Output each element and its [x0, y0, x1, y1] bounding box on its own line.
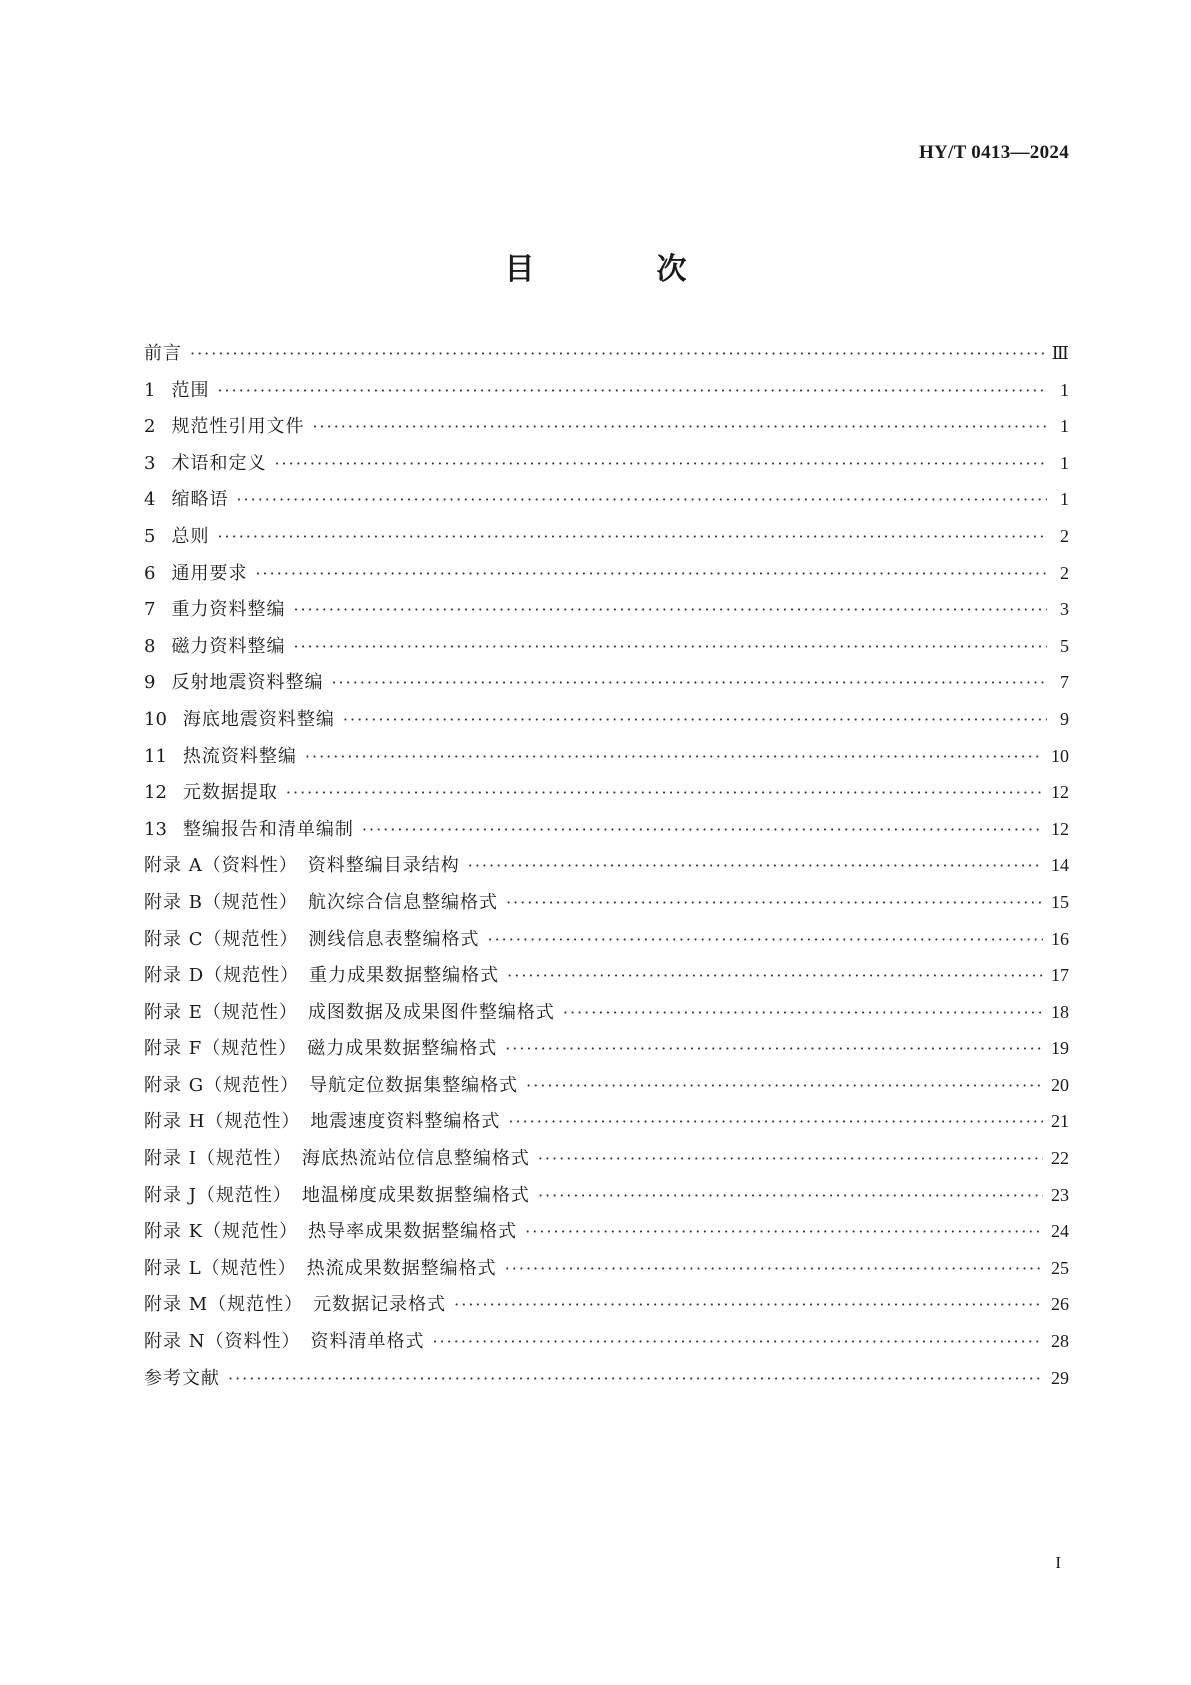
toc-entry[interactable] [144, 339, 1069, 376]
toc-dot-leader [505, 1259, 1043, 1278]
toc-entry-title: 附录 L（规范性） 热流成果数据整编格式 [144, 1257, 497, 1279]
toc-dot-leader [255, 564, 1047, 583]
toc-dot-leader [236, 490, 1047, 509]
toc-entry-number: 10 [144, 708, 167, 730]
toc-dot-leader [217, 527, 1047, 546]
toc-entry-page: 9 [1060, 708, 1069, 729]
toc-entry-page: 10 [1051, 745, 1069, 766]
toc-entry-page: 7 [1060, 672, 1069, 693]
toc-dot-leader [488, 930, 1044, 949]
standard-code: HY/T 0413—2024 [918, 142, 1069, 163]
toc-entry-page: Ⅲ [1051, 343, 1069, 363]
toc-dot-leader [286, 783, 1043, 802]
toc-entry-title: 附录 C（规范性） 测线信息表整编格式 [144, 928, 480, 950]
toc-dot-leader [505, 1039, 1043, 1058]
toc-entry-page: 28 [1051, 1331, 1069, 1352]
toc-entry[interactable] [144, 1327, 1069, 1364]
toc-entry-title: 附录 J（规范性） 地温梯度成果数据整编格式 [144, 1184, 530, 1206]
toc-entry-page: 22 [1051, 1148, 1069, 1169]
toc-entry[interactable] [144, 559, 1069, 596]
toc-entry-number: 6 [144, 562, 156, 584]
toc-dot-leader [343, 710, 1047, 729]
toc-dot-leader [293, 637, 1047, 656]
toc-entry[interactable] [144, 668, 1069, 705]
toc-entry-page: 1 [1060, 489, 1069, 510]
toc-entry[interactable] [144, 961, 1069, 998]
toc-entry-page: 16 [1051, 928, 1069, 949]
toc-entry-title: 附录 H（规范性） 地震速度资料整编格式 [144, 1111, 501, 1133]
toc-entry-title: 附录 A（资料性） 资料整编目录结构 [144, 855, 460, 877]
toc-entry-page: 17 [1051, 965, 1069, 986]
toc-entry[interactable] [144, 412, 1069, 449]
toc-entry[interactable] [144, 998, 1069, 1035]
toc-entry[interactable] [144, 1217, 1069, 1254]
toc-entry-page: 12 [1051, 782, 1069, 803]
toc-entry[interactable] [144, 1034, 1069, 1071]
toc-entry[interactable] [144, 778, 1069, 815]
toc-entry-number: 4 [144, 489, 156, 511]
toc-entry-title: 附录 I（规范性） 海底热流站位信息整编格式 [144, 1148, 530, 1170]
toc-entry[interactable] [144, 449, 1069, 486]
toc-entry[interactable] [144, 522, 1069, 559]
toc-entry-page: 29 [1051, 1367, 1069, 1388]
toc-entry-title: 前言 [144, 343, 182, 364]
toc-entry-page: 12 [1051, 818, 1069, 839]
table-of-contents [144, 339, 1069, 1400]
toc-entry-page: 5 [1060, 635, 1069, 656]
toc-entry-title: 附录 D（规范性） 重力成果数据整编格式 [144, 965, 500, 987]
toc-entry-title: 范围 [171, 379, 210, 401]
toc-dot-leader [293, 600, 1047, 619]
toc-entry-title: 缩略语 [171, 489, 229, 511]
toc-entry[interactable] [144, 705, 1069, 742]
toc-entry[interactable] [144, 632, 1069, 669]
toc-entry-number: 2 [144, 416, 156, 438]
toc-dot-leader [538, 1149, 1043, 1168]
toc-entry-page: 19 [1051, 1038, 1069, 1059]
toc-entry-title: 术语和定义 [171, 452, 267, 474]
toc-entry-page: 1 [1060, 416, 1069, 437]
toc-entry[interactable] [144, 595, 1069, 632]
toc-entry-number: 12 [144, 782, 167, 804]
toc-dot-leader [217, 381, 1047, 400]
toc-entry-number: 13 [144, 818, 167, 840]
toc-entry-title: 磁力资料整编 [171, 635, 286, 657]
toc-entry[interactable] [144, 1144, 1069, 1181]
toc-entry[interactable] [144, 1181, 1069, 1218]
toc-entry-number: 7 [144, 599, 156, 621]
toc-dot-leader [525, 1222, 1043, 1241]
toc-dot-leader [563, 1003, 1043, 1022]
toc-entry-title: 热流资料整编 [182, 745, 297, 767]
toc-entry-number: 9 [144, 672, 156, 694]
toc-entry-number: 5 [144, 525, 156, 547]
toc-entry-page: 24 [1051, 1221, 1069, 1242]
toc-entry-title: 附录 K（规范性） 热导率成果数据整编格式 [144, 1221, 518, 1243]
toc-entry-page: 25 [1051, 1257, 1069, 1278]
toc-entry[interactable] [144, 1290, 1069, 1327]
toc-entry-title: 海底地震资料整编 [182, 708, 335, 730]
toc-entry-number: 11 [144, 745, 167, 767]
toc-entry[interactable] [144, 376, 1069, 413]
toc-entry-title: 附录 F（规范性） 磁力成果数据整编格式 [144, 1038, 498, 1060]
page-title: 目 次 [504, 252, 733, 287]
toc-entry-page: 23 [1051, 1184, 1069, 1205]
toc-entry-page: 14 [1051, 855, 1069, 876]
toc-dot-leader [274, 454, 1047, 473]
toc-dot-leader [362, 820, 1043, 839]
toc-entry-title: 反射地震资料整编 [171, 672, 324, 694]
toc-dot-leader [507, 966, 1043, 985]
toc-entry-title: 通用要求 [171, 562, 248, 584]
toc-entry-title: 附录 E（规范性） 成图数据及成果图件整编格式 [144, 1001, 555, 1023]
toc-dot-leader [538, 1186, 1043, 1205]
toc-dot-leader [468, 856, 1043, 875]
toc-entry-page: 15 [1051, 891, 1069, 912]
toc-entry-title: 参考文献 [144, 1367, 220, 1389]
toc-entry[interactable] [144, 1071, 1069, 1108]
toc-entry-page: 20 [1051, 1074, 1069, 1095]
toc-dot-leader [506, 893, 1043, 912]
toc-entry[interactable] [144, 888, 1069, 925]
toc-dot-leader [432, 1332, 1043, 1351]
toc-entry-number: 3 [144, 452, 156, 474]
toc-entry-title: 规范性引用文件 [171, 416, 305, 438]
toc-entry[interactable] [144, 742, 1069, 779]
toc-entry[interactable] [144, 1107, 1069, 1144]
toc-entry-page: 1 [1060, 379, 1069, 400]
toc-entry-title: 附录 M（规范性） 元数据记录格式 [144, 1294, 447, 1316]
toc-dot-leader [331, 673, 1047, 692]
toc-entry-page: 2 [1060, 562, 1069, 583]
toc-entry-page: 21 [1051, 1111, 1069, 1132]
toc-dot-leader [190, 344, 1044, 363]
toc-dot-leader [508, 1112, 1043, 1131]
page-number: I [1055, 1553, 1061, 1572]
toc-entry-page: 18 [1051, 1001, 1069, 1022]
toc-entry-title: 整编报告和清单编制 [182, 818, 354, 840]
toc-entry-title: 总则 [171, 525, 210, 547]
toc-dot-leader [228, 1369, 1043, 1388]
toc-dot-leader [526, 1076, 1043, 1095]
toc-entry-page: 3 [1060, 599, 1069, 620]
toc-entry-title: 附录 N（资料性） 资料清单格式 [144, 1331, 425, 1353]
toc-entry[interactable] [144, 851, 1069, 888]
toc-entry-title: 元数据提取 [182, 782, 278, 804]
toc-entry[interactable] [144, 1254, 1069, 1291]
toc-entry[interactable] [144, 815, 1069, 852]
toc-entry[interactable] [144, 485, 1069, 522]
toc-entry-title: 附录 G（规范性） 导航定位数据集整编格式 [144, 1074, 519, 1096]
toc-entry[interactable] [144, 925, 1069, 962]
toc-dot-leader [305, 747, 1043, 766]
toc-entry-number: 8 [144, 635, 156, 657]
toc-entry-title: 附录 B（规范性） 航次综合信息整编格式 [144, 891, 498, 913]
toc-entry-page: 26 [1051, 1294, 1069, 1315]
toc-entry-page: 2 [1060, 525, 1069, 546]
toc-entry-page: 1 [1060, 452, 1069, 473]
toc-entry-title: 重力资料整编 [171, 599, 286, 621]
toc-dot-leader [454, 1295, 1043, 1314]
toc-dot-leader [312, 417, 1047, 436]
toc-entry[interactable] [144, 1364, 1069, 1401]
toc-entry-number: 1 [144, 379, 156, 401]
